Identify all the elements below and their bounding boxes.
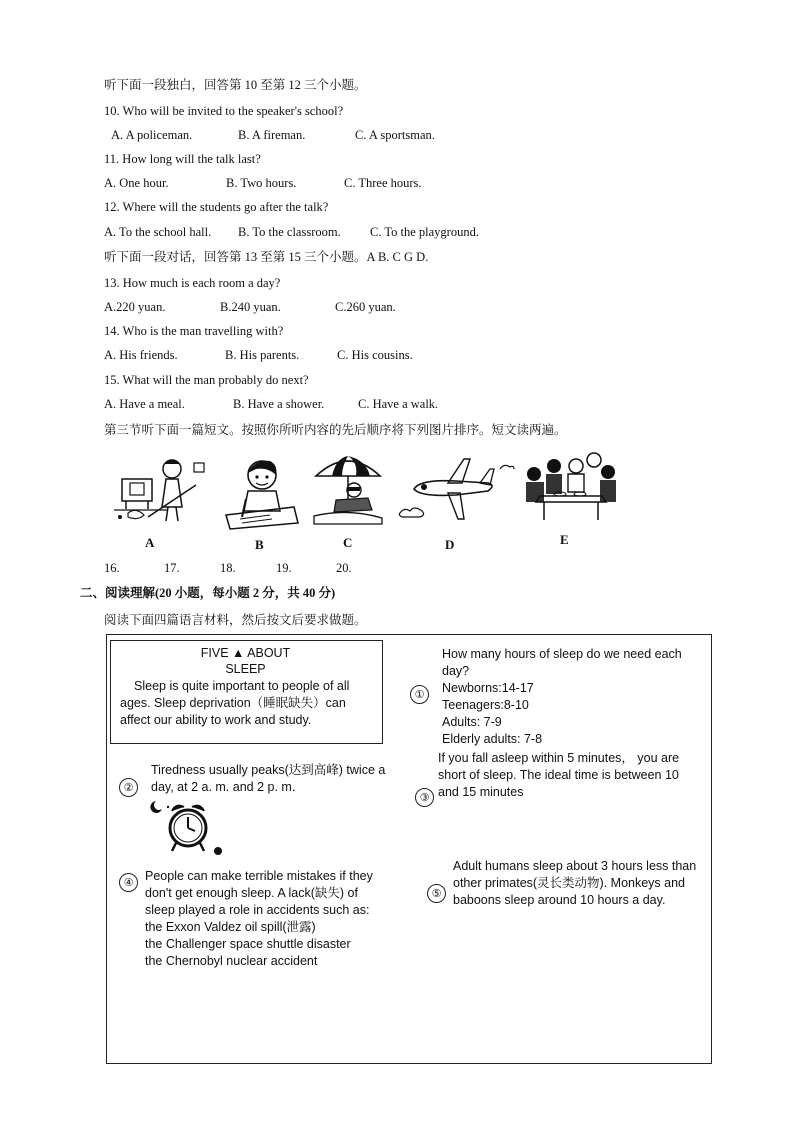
fact-4-number-icon: ④	[119, 873, 138, 892]
q10-option-c[interactable]: C. A sportsman.	[355, 128, 435, 142]
q14-option-b[interactable]: B. His parents.	[225, 348, 300, 362]
picture-label-b: B	[255, 537, 264, 552]
family-dinner-icon	[520, 452, 620, 524]
q15-option-b[interactable]: B. Have a shower.	[233, 397, 325, 411]
blank-19[interactable]: 19.	[276, 561, 292, 575]
fact-2-number-icon: ②	[119, 778, 138, 797]
sweeping-person-icon	[108, 455, 208, 527]
question-10: 10. Who will be invited to the speaker's school?	[104, 104, 344, 118]
blank-16[interactable]: 16.	[104, 561, 120, 575]
q13-option-b[interactable]: B.240 yuan.	[220, 300, 281, 314]
q12-option-a[interactable]: A. To the school hall.	[104, 225, 212, 239]
student-writing-icon	[220, 455, 300, 530]
fact-1-text: How many hours of sleep do we need each day? Newborns:14-17 Teenagers:8-10 Adults: 7-9 Elderly adults: 7-8	[442, 647, 682, 746]
fact-2-text: Tiredness usually peaks(达到高峰) twice a day, at 2 a. m. and 2 p. m.	[151, 763, 386, 794]
question-11: 11. How long will the talk last?	[104, 152, 261, 166]
question-12: 12. Where will the students go after the talk?	[104, 200, 329, 214]
dialogue-instruction: 听下面一段对话，回答第 13 至第 15 三个小题。A B. C G D.	[104, 250, 429, 264]
q14-option-a[interactable]: A. His friends.	[104, 348, 178, 362]
fact-1-number-icon: ①	[410, 685, 429, 704]
blank-20[interactable]: 20.	[336, 561, 352, 575]
picture-label-e: E	[560, 532, 569, 547]
picture-label-a: A	[145, 535, 155, 550]
q10-option-b[interactable]: B. A fireman.	[238, 128, 306, 142]
q13-option-c[interactable]: C.260 yuan.	[335, 300, 396, 314]
blank-17[interactable]: 17.	[164, 561, 180, 575]
q12-option-b[interactable]: B. To the classroom.	[238, 225, 341, 239]
reading-instruction: 阅读下面四篇语言材料，然后按文后要求做题。	[104, 613, 367, 627]
title-line-2: SLEEP	[225, 662, 266, 676]
q13-option-a[interactable]: A.220 yuan.	[104, 300, 166, 314]
question-13: 13. How much is each room a day?	[104, 276, 281, 290]
picture-label-d: D	[445, 537, 455, 552]
picture-label-c: C	[343, 535, 353, 550]
question-15: 15. What will the man probably do next?	[104, 373, 309, 387]
q11-option-a[interactable]: A. One hour.	[104, 176, 169, 190]
q11-option-c[interactable]: C. Three hours.	[344, 176, 422, 190]
monologue-instruction: 听下面一段独白，回答第 10 至第 12 三个小题。	[104, 78, 367, 92]
fact-3-number-icon: ③	[415, 788, 434, 807]
fact-5-text: Adult humans sleep about 3 hours less than other primates(灵长类动物). Monkeys and baboons sleep around 10 hours a day.	[453, 859, 697, 907]
q14-option-c[interactable]: C. His cousins.	[337, 348, 413, 362]
beach-umbrella-person-icon	[312, 452, 384, 527]
airplane-icon	[396, 455, 516, 527]
alarm-clock-icon	[150, 795, 225, 857]
fact-3-text: If you fall asleep within 5 minutes， you are short of sleep. The ideal time is between 10 and 15 minutes	[438, 751, 680, 799]
q15-option-a[interactable]: A. Have a meal.	[104, 397, 185, 411]
q15-option-c[interactable]: C. Have a walk.	[358, 397, 439, 411]
q11-option-b[interactable]: B. Two hours.	[226, 176, 297, 190]
question-14: 14. Who is the man travelling with?	[104, 324, 284, 338]
part3-instruction: 第三节听下面一篇短文。按照你所听内容的先后顺序将下列图片排序。短文读两遍。	[104, 423, 567, 437]
blank-18[interactable]: 18.	[220, 561, 236, 575]
fact-5-number-icon: ⑤	[427, 884, 446, 903]
reading-section-title: 二、阅读理解(20 小题，每小题 2 分，共 40 分)	[80, 586, 336, 600]
intro-text: Sleep is quite important to people of all ages. Sleep deprivation（睡眠缺失）can affect our ability to work and study.	[120, 679, 350, 727]
title-line-1: FIVE ▲ ABOUT	[200, 646, 291, 660]
fact-4-text: People can make terrible mistakes if they don't get enough sleep. A lack(缺失) of sleep played a role in accidents such as: the Exxon Valdez oil spill(泄露) the Challenger space shuttle disaster the Chernobyl nuclear accident	[145, 869, 373, 968]
q10-option-a[interactable]: A. A policeman.	[111, 128, 193, 142]
q12-option-c[interactable]: C. To the playground.	[370, 225, 479, 239]
